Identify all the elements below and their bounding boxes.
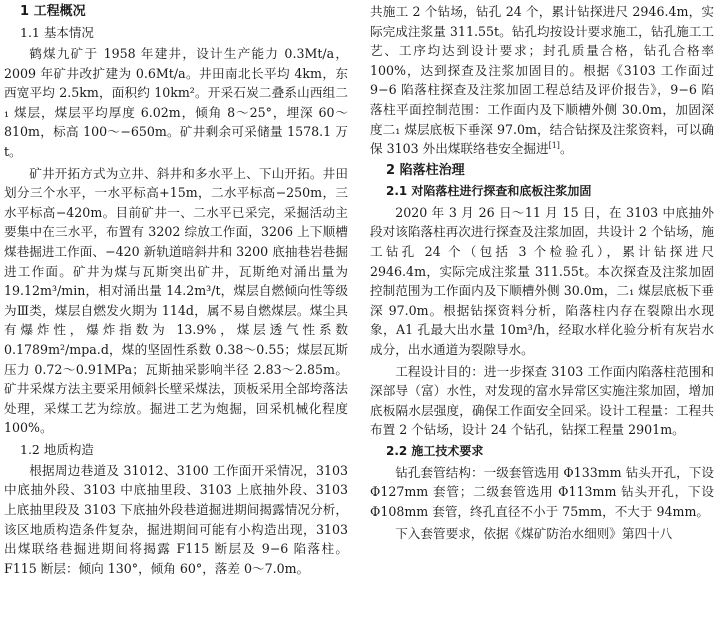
citation-ref: [1] xyxy=(548,140,560,150)
left-column xyxy=(4,2,348,580)
subsection-heading: 2.1 对陷落柱进行探查和底板注浆加固 xyxy=(386,183,592,198)
paragraph-end: 。 xyxy=(559,141,573,157)
paragraph-text: 共施工 2 个钻场，钻孔 24 个，累计钻探进尺 2946.4m，实际完成注浆量 311.55t。钻孔均按设计要求施工，钻孔施工工艺、工序均达到设计要求；封孔质量合格，钻孔合格率 100%，达到探查及注浆加固目的。根据《3103 工作面过 9−6 陷落柱探查及注浆加固工程总结及评价报告》，9−6 陷落柱平面控制范围：工作面内及下顺槽外侧 30.0m，加固深度二₁ 煤层底板下垂深 97.0m，结合钻探及注浆资料，可以确保 3103 外出煤联络巷安全掘进 xyxy=(370,4,714,157)
section-heading: 2 陷落柱治理 xyxy=(386,162,465,178)
paragraph: 根据周边巷道及 31012、3100 工作面开采情况，3103 中底抽外段、3103 中底抽里段、3103 上底抽外段、3103 上底抽里段及 3103 下底抽外段巷道掘进期间揭露情况分析，该区地质构造条件复杂，掘进期间可能有小构造出现，3103 出煤联络巷掘进期间将揭露 F115 断层及 9−6 陷落柱。F115 断层：倾向 130°，倾角 60°，落差 0～7.0m。 xyxy=(4,462,348,576)
paragraph xyxy=(370,2,714,159)
paragraph: 工程设计目的：进一步探查 3103 工作面内陷落柱范围和深部导（富）水性，对发现的富水异常区实施注浆加固，增加底板隔水层强度，确保工作面安全回采。设计工程量：工程共布置 2 个钻场，设计 24 个钻孔，钻探工程量 2901m。 xyxy=(370,363,714,438)
section-heading: 1 工程概况 xyxy=(20,4,86,19)
paragraph: 钻孔套管结构：一级套管选用 Φ133mm 钻头开孔，下设 Φ127mm 套管；二级套管选用 Φ113mm 钻头开孔，下设 Φ108mm 套管，终孔直径不小于 75mm，不大于 94mm。 xyxy=(370,464,714,520)
right-column xyxy=(370,2,714,545)
subsection-heading: 1.2 地质构造 xyxy=(20,441,94,457)
paragraph: 矿井开拓方式为立井、斜井和多水平上、下山开拓。井田划分三个水平，一水平标高+15m，二水平标高−250m，三水平标高−420m。目前矿井一、二水平已采完，采掘活动主要集中在三水平，布置有 3202 综放工作面，3206 上下顺槽煤巷掘进工作面、−420 新轨道暗斜井和 3200 底抽巷岩巷掘进工作面。矿井为煤与瓦斯突出矿井，瓦斯绝对涌出量为 19.12m³/min，相对涌出量 14.2m³/t，煤层自燃倾向性等级为Ⅲ类，煤层自燃发火期为 114d，属不易自燃煤层。煤尘具有爆炸性，爆炸指数为 13.9%，煤层透气性系数 0.1789m²/mpa.d，煤的坚固性系数 0.38～0.55；煤层瓦斯压力 0.72～0.91MPa；瓦斯抽采影响半径 2.83～2.85m。矿井采煤方法主要采用倾斜长壁采煤法，顶板采用全部垮落法处理，采煤工艺为综放。掘进工艺为炮掘，回采机械化程度 100%。 xyxy=(4,165,348,436)
subsection-heading: 2.2 施工技术要求 xyxy=(386,443,484,458)
paragraph: 下入套管要求，依据《煤矿防治水细则》第四十八 xyxy=(395,525,673,541)
paragraph: 鹤煤九矿于 1958 年建井，设计生产能力 0.3Mt/a，2009 年矿井改扩建为 0.6Mt/a。井田南北长平均 4km，东西宽平均 2.5km，面积约 10km²。开采石炭二叠系山西组二₁ 煤层，煤层平均厚度 6.02m，倾角 8～25°，埋深 60～810m，标高 100～−650m。矿井剩余可采储量 1578.1 万 t。 xyxy=(4,46,348,159)
paragraph: 2020 年 3 月 26 日～11 月 15 日，在 3103 中底抽外段对该陷落柱再次进行探查及注浆加固，共设计 2 个钻场，施工钻孔 24 个（包括 3 个检验孔），累计钻探进尺 2946.4m，实际完成注浆量 311.55t。本次探查及注浆加固控制范围为工作面内及下顺槽外侧 30.0m，二₁ 煤层底板下垂深 97.0m。根据钻探资料分析，陷落柱内存在裂隙出水现象，A1 孔最大出水量 10m³/h，经取水样化验分析有灰岩水成分，出水通道为裂隙导水。 xyxy=(370,204,714,357)
subsection-heading: 1.1 基本情况 xyxy=(20,25,94,40)
